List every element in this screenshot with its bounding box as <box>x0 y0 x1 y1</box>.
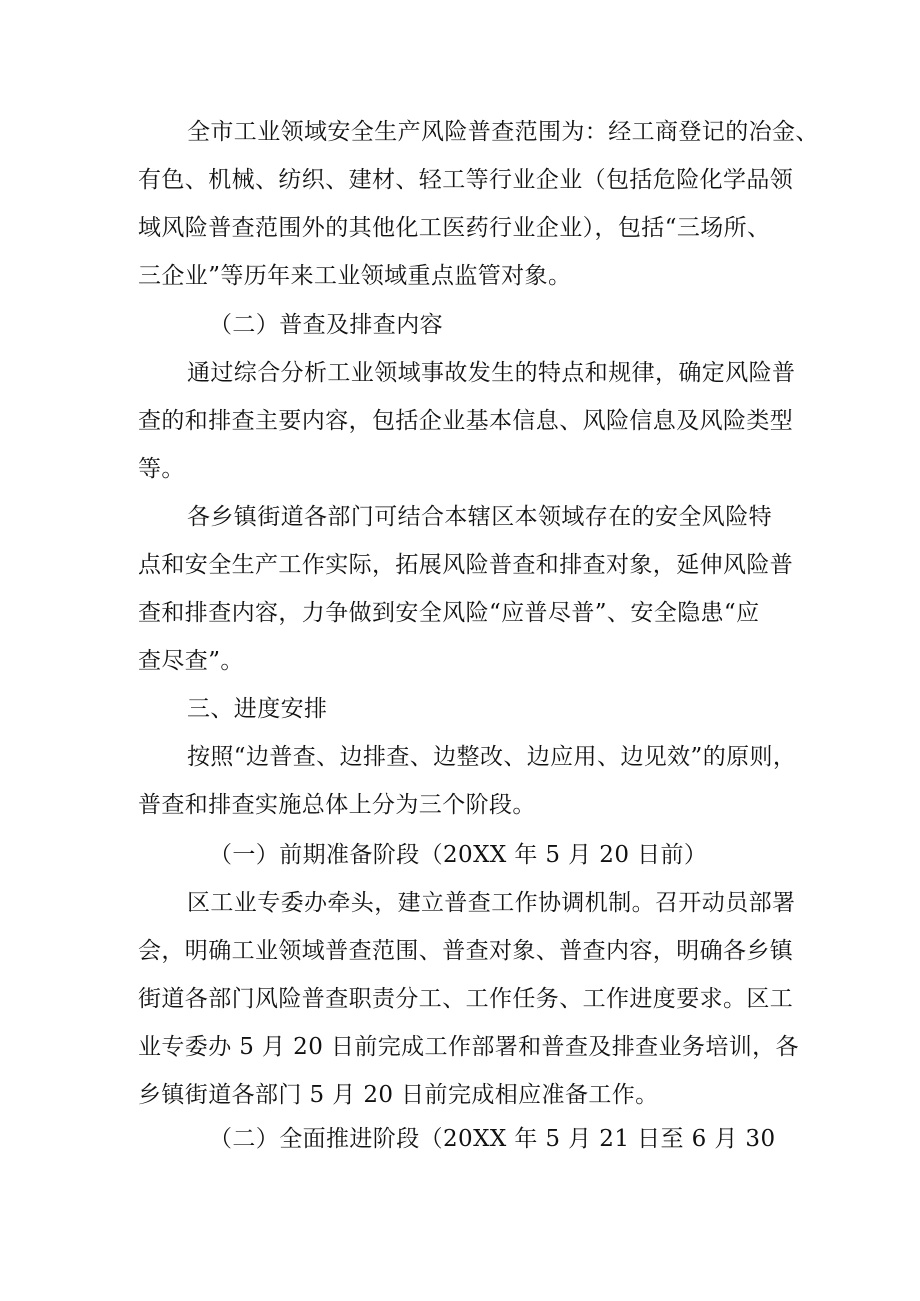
text-line: 乡镇街道各部门 5 月 20 日前完成相应准备工作。 <box>138 1082 659 1108</box>
text-line: 查和排查内容，力争做到安全风险“应普尽普”、安全隐患“应 <box>138 600 760 626</box>
text-line: 普查和排查实施总体上分为三个阶段。 <box>138 792 536 818</box>
text-line: 会，明确工业领域普查范围、普查对象、普查内容，明确各乡镇 <box>138 938 794 964</box>
text-line: 等。 <box>138 456 185 482</box>
text-line: 有色、机械、纺织、建材、轻工等行业企业（包括危险化学品领 <box>138 167 794 193</box>
text-line: 点和安全生产工作实际，拓展风险普查和排查对象，延伸风险普 <box>138 552 794 578</box>
text-line: 三企业”等历年来工业领域重点监管对象。 <box>138 263 572 289</box>
section-heading: （一）前期准备阶段（20XX 年 5 月 20 日前） <box>209 842 708 868</box>
text-line: 街道各部门风险普查职责分工、工作任务、工作进度要求。区工 <box>138 986 794 1012</box>
text-line: 业专委办 5 月 20 日前完成工作部署和普查及排查业务培训，各 <box>138 1034 799 1060</box>
text-line: 按照“边普查、边排查、边整改、边应用、边见效”的原则， <box>187 744 797 770</box>
text-line: 全市工业领域安全生产风险普查范围为：经工商登记的冶金、 <box>187 119 819 145</box>
section-heading: （二）普查及排查内容 <box>209 312 443 338</box>
text-line: 通过综合分析工业领域事故发生的特点和规律，确定风险普 <box>187 360 796 386</box>
section-heading: 三、进度安排 <box>187 696 328 722</box>
text-line: 查的和排查主要内容，包括企业基本信息、风险信息及风险类型 <box>138 408 794 434</box>
text-line: 区工业专委办牵头，建立普查工作协调机制。召开动员部署 <box>187 890 796 916</box>
section-heading: （二）全面推进阶段（20XX 年 5 月 21 日至 6 月 30 <box>209 1126 776 1152</box>
text-line: 域风险普查范围外的其他化工医药行业企业），包括“三场所、 <box>138 215 771 241</box>
text-line: 各乡镇街道各部门可结合本辖区本领域存在的安全风险特 <box>187 504 772 530</box>
text-line: 查尽查”。 <box>138 648 244 674</box>
